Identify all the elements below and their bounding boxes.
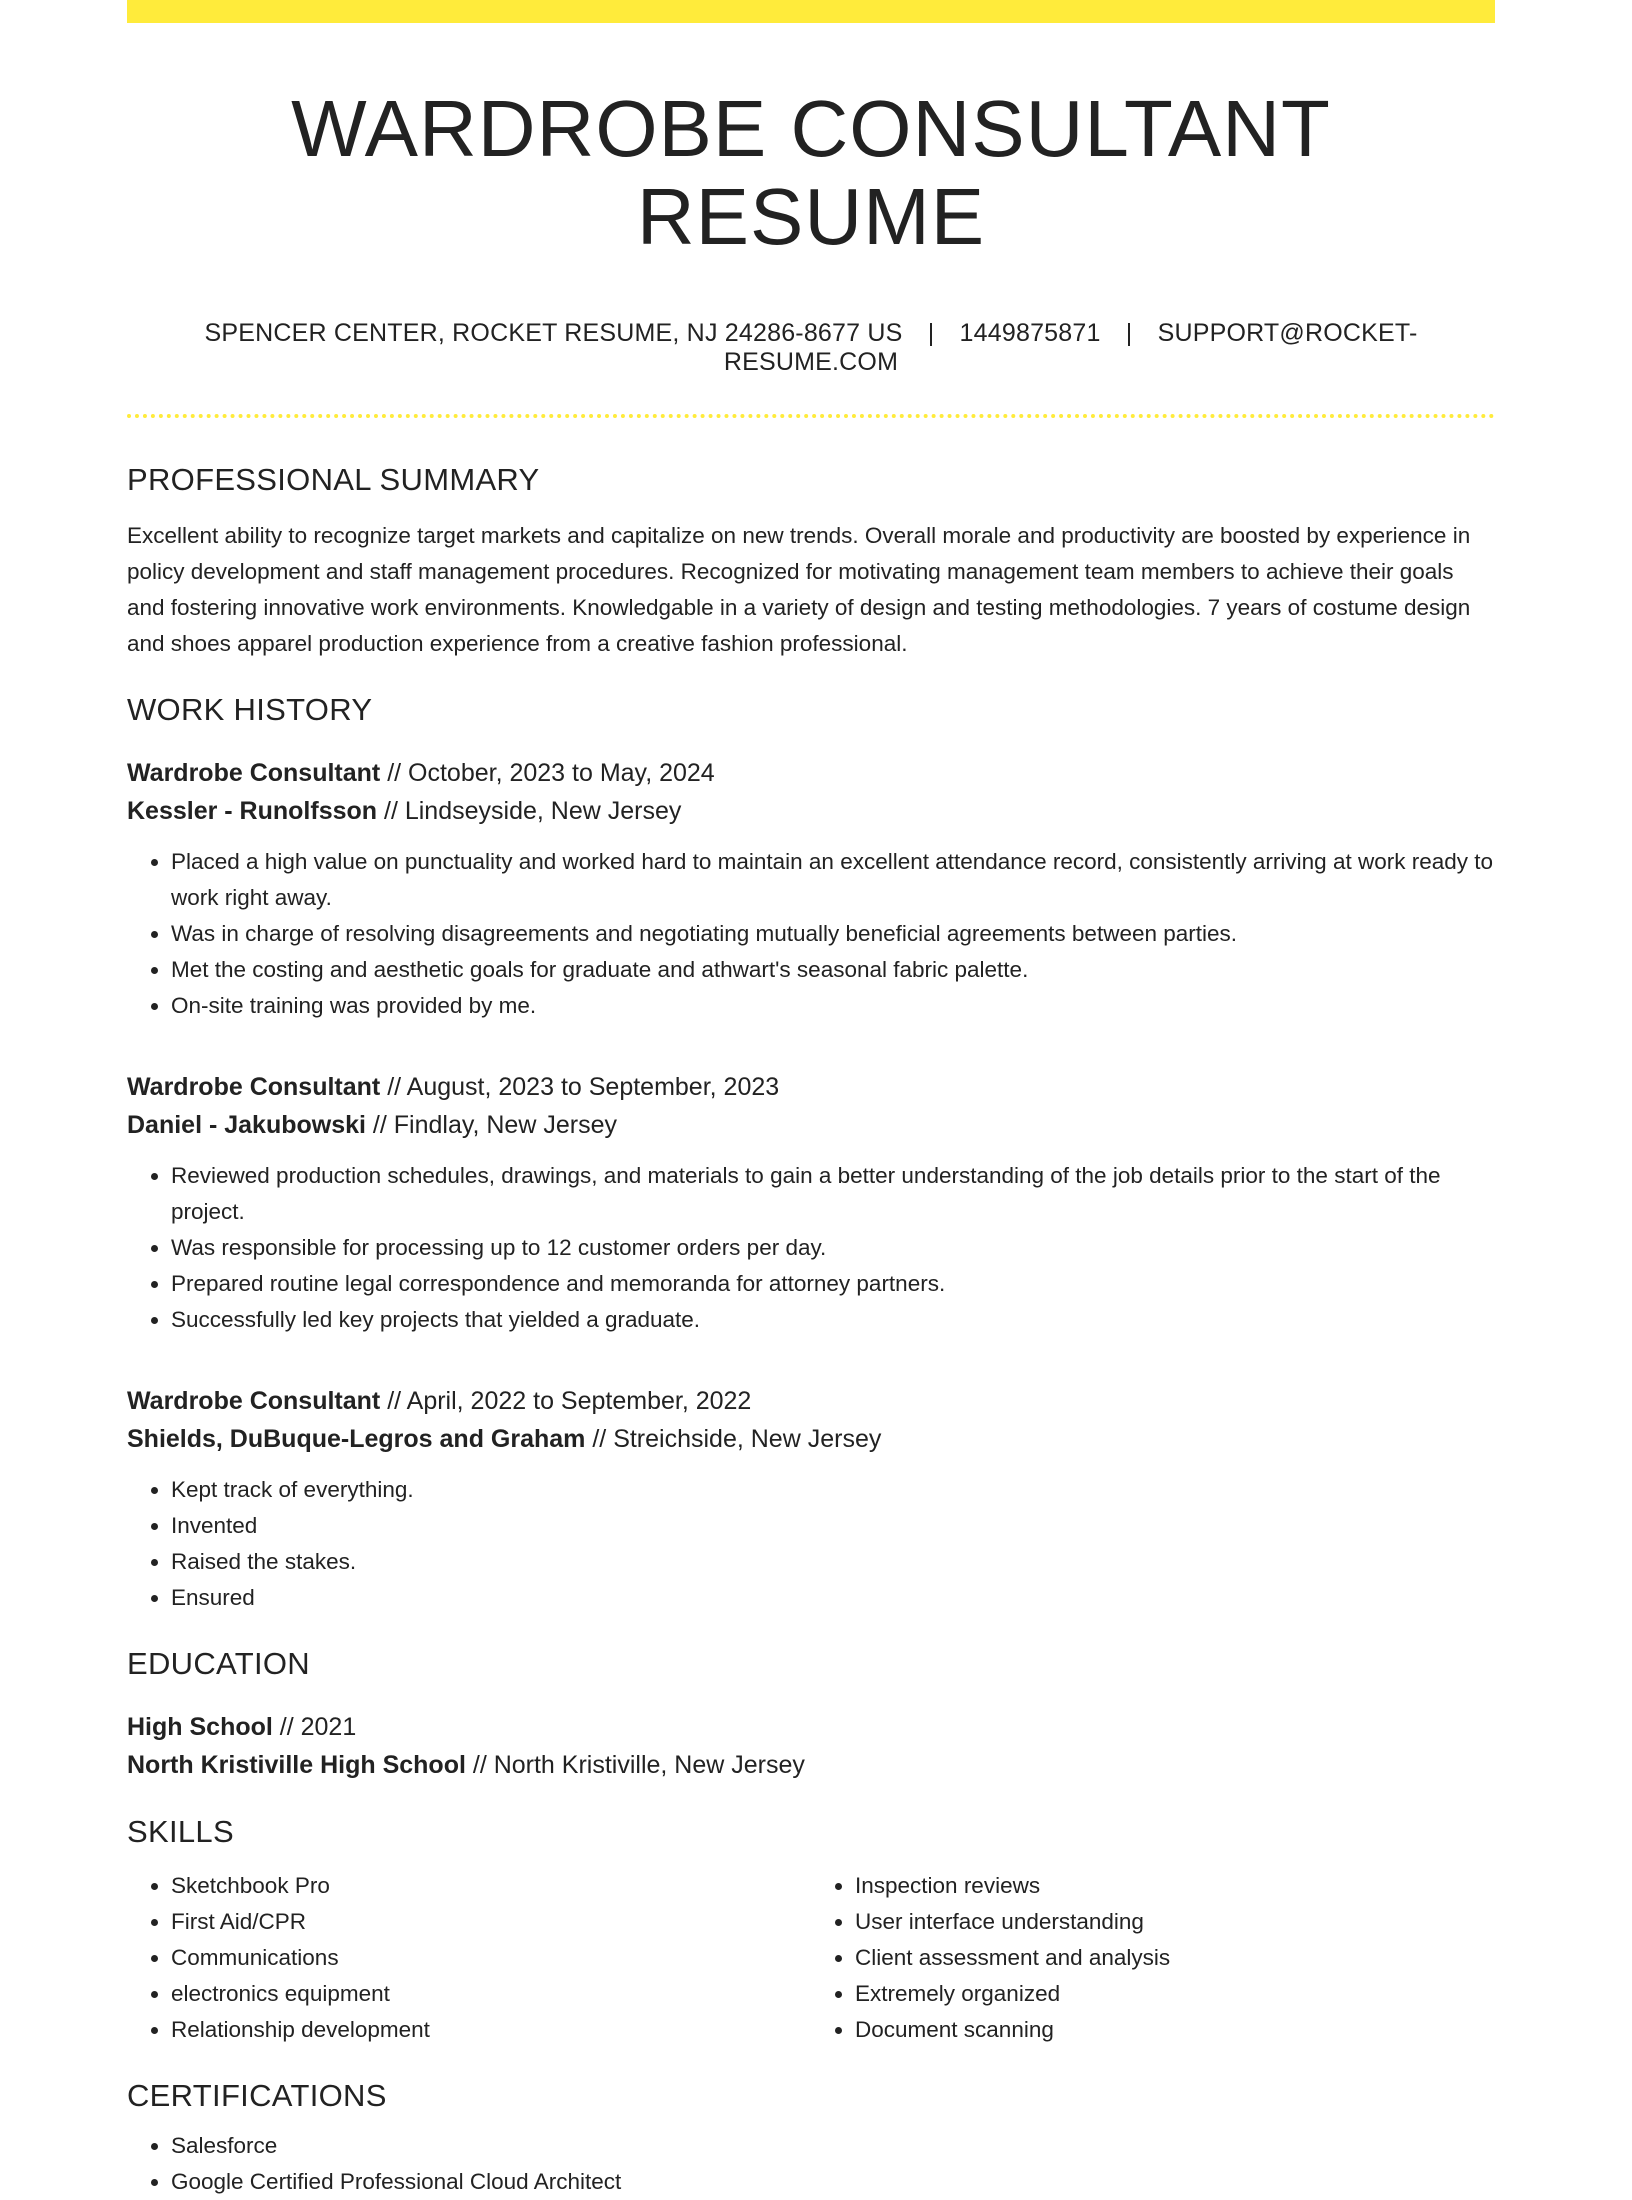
education-school-line [127, 1746, 1495, 1784]
contact-phone: 1449875871 [959, 319, 1101, 347]
job-dates: // October, 2023 to May, 2024 [380, 759, 715, 787]
skill-item: • Relationship development [171, 2012, 811, 2048]
job-entry [127, 1382, 1495, 1616]
contact-email: SUPPORT@ROCKET-RESUME.COM [723, 319, 1418, 376]
education-location: // North Kristiville, New Jersey [465, 1751, 805, 1779]
skills-heading: SKILLS [127, 1814, 234, 1849]
contact-address: SPENCER CENTER, ROCKET RESUME, NJ 24286-8677 US [204, 319, 903, 347]
job-bullet: • Was responsible for processing up to 12 customer orders per day. [171, 1230, 1495, 1266]
job-title: Wardrobe Consultant [127, 1073, 381, 1101]
skill-item: • Client assessment and analysis [855, 1940, 1495, 1976]
job-title: Wardrobe Consultant [127, 1387, 381, 1415]
job-bullet: • Ensured [171, 1580, 1495, 1616]
job-entry [127, 754, 1495, 1024]
job-company-line [127, 1420, 1495, 1458]
skills-grid [127, 1868, 1495, 2048]
job-title-line [127, 1068, 1495, 1106]
job-title-line [127, 754, 1495, 792]
job-dates: // April, 2022 to September, 2022 [380, 1387, 752, 1415]
job-entry [127, 1068, 1495, 1338]
job-bullet: • Invented [171, 1508, 1495, 1544]
job-location: // Lindseyside, New Jersey [377, 797, 682, 825]
skill-item: • Inspection reviews [855, 1868, 1495, 1904]
job-dates: // August, 2023 to September, 2023 [380, 1073, 780, 1101]
job-company-line [127, 792, 1495, 830]
job-bullet: • Was in charge of resolving disagreements and negotiating mutually beneficial agreements between parties. [171, 916, 1495, 952]
contact-line [127, 319, 1495, 377]
skill-item: • electronics equipment [171, 1976, 811, 2012]
skill-item: • Extremely organized [855, 1976, 1495, 2012]
accent-top-bar [127, 0, 1495, 23]
skill-item: • First Aid/CPR [171, 1904, 811, 1940]
skill-item: • User interface understanding [855, 1904, 1495, 1940]
job-bullet: • Met the costing and aesthetic goals for graduate and athwart's seasonal fabric palette. [171, 952, 1495, 988]
education-year: // 2021 [272, 1713, 357, 1741]
skill-item: • Document scanning [855, 2012, 1495, 2048]
skill-item: • Sketchbook Pro [171, 1868, 811, 1904]
certification-item: • Google Certified Professional Cloud Architect [171, 2164, 1495, 2200]
skills-right-column [811, 1868, 1495, 2048]
summary-heading: PROFESSIONAL SUMMARY [127, 462, 540, 497]
job-bullet: • Successfully led key projects that yielded a graduate. [171, 1302, 1495, 1338]
job-bullet: • On-site training was provided by me. [171, 988, 1495, 1024]
job-location: // Streichside, New Jersey [585, 1425, 882, 1453]
work-history-heading: WORK HISTORY [127, 692, 373, 727]
summary-text: Excellent ability to recognize target markets and capitalize on new trends. Overall morale and productivity are boosted by experience in policy development and staff management procedures. Recognized for motivating management team members to achieve their goals and fostering innovative work environments. Knowledgable in a variety of design and testing methodologies. 7 years of costume design and shoes apparel production experience from a creative fashion professional. [127, 523, 1471, 656]
job-title: Wardrobe Consultant [127, 759, 381, 787]
certification-item: • Salesforce [171, 2128, 1495, 2164]
education-entry [127, 1708, 1495, 1784]
job-bullet: • Placed a high value on punctuality and worked hard to maintain an excellent attendance record, consistently arriving at work ready to work right away. [171, 844, 1495, 916]
resume-page [127, 0, 1495, 2200]
certifications-heading: CERTIFICATIONS [127, 2078, 387, 2113]
education-heading: EDUCATION [127, 1646, 310, 1681]
job-bullet: • Raised the stakes. [171, 1544, 1495, 1580]
resume-title: WARDROBE CONSULTANT RESUME [291, 84, 1331, 261]
skills-left-column [127, 1868, 811, 2048]
education-school: North Kristiville High School [127, 1751, 466, 1779]
contact-separator: | [927, 319, 935, 347]
job-bullets [127, 1158, 1495, 1338]
contact-separator: | [1125, 319, 1133, 347]
job-bullet: • Reviewed production schedules, drawings, and materials to gain a better understanding of the job details prior to the start of the project. [171, 1158, 1495, 1230]
job-company: Shields, DuBuque-Legros and Graham [127, 1425, 586, 1453]
job-bullets [127, 1472, 1495, 1616]
job-bullet: • Prepared routine legal correspondence and memoranda for attorney partners. [171, 1266, 1495, 1302]
dotted-divider [127, 414, 1495, 418]
job-company-line [127, 1106, 1495, 1144]
job-title-line [127, 1382, 1495, 1420]
skill-item: • Communications [171, 1940, 811, 1976]
job-bullets [127, 844, 1495, 1024]
job-location: // Findlay, New Jersey [365, 1111, 617, 1139]
job-bullet: • Kept track of everything. [171, 1472, 1495, 1508]
education-degree-line [127, 1708, 1495, 1746]
education-degree: High School [127, 1713, 273, 1741]
job-company: Daniel - Jakubowski [127, 1111, 366, 1139]
job-company: Kessler - Runolfsson [127, 797, 378, 825]
certifications-list [127, 2128, 1495, 2200]
